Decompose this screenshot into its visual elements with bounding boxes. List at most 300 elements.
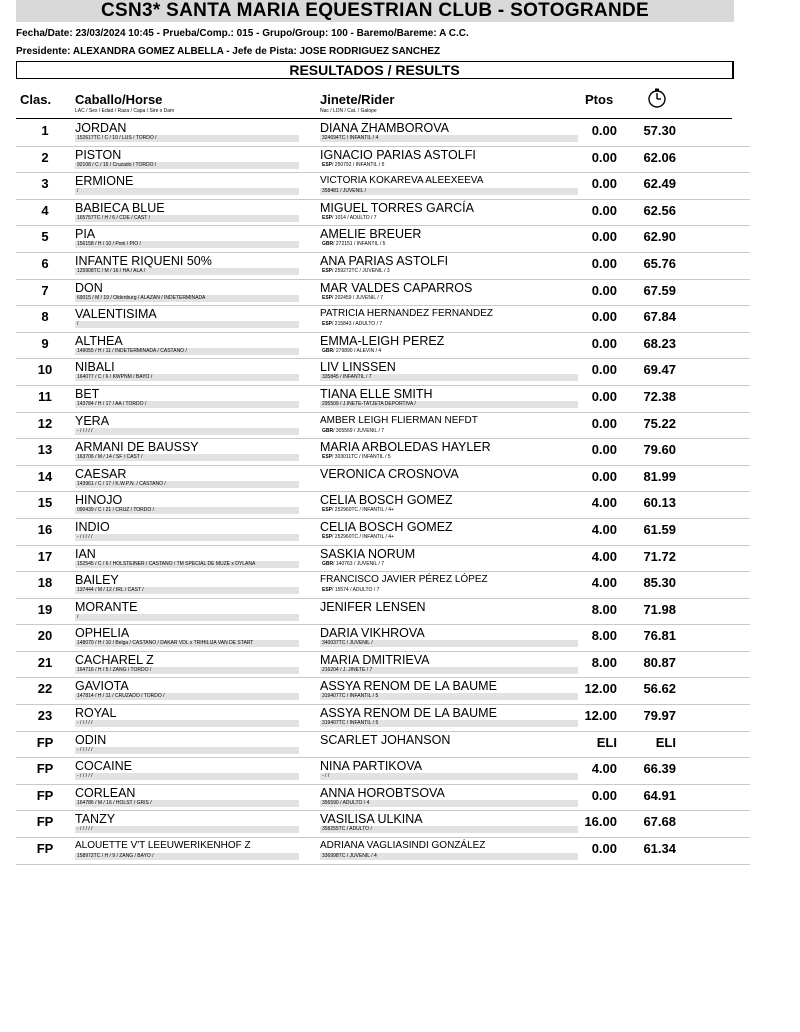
rider-details <box>320 507 578 514</box>
rank: FP <box>36 814 54 830</box>
table-row <box>16 492 750 519</box>
horse-details: 152545 / C / 6 / HOLSTEINER / CASTAÑO / TM SPECIAL DE MUZE x DYLANA <box>75 561 299 568</box>
clock-icon <box>647 88 667 108</box>
horse-details: 143961 / C / 17 / K.W.P.N. / CASTAÑO / <box>75 481 299 488</box>
rider-details <box>320 587 578 594</box>
horse-cell <box>75 414 299 435</box>
time: 85.30 <box>643 575 676 591</box>
points: 0.00 <box>591 202 617 218</box>
time: 67.68 <box>643 814 676 830</box>
rank: 16 <box>37 521 53 537</box>
col-subheader-horse: LAC / Sex / Edad / Raza / Capa / Sire x Dam <box>75 108 175 114</box>
rider-license: / 202459 / JUVENIL / 7 <box>332 294 383 301</box>
rider-name: MAR VALDES CAPARROS <box>320 280 473 295</box>
rider-license: / 1014 / ADULTO / 7 <box>332 214 377 221</box>
points: 0.00 <box>591 309 617 325</box>
table-row <box>16 226 750 253</box>
rider-details <box>320 135 578 142</box>
horse-details: - / / / / / <box>75 534 299 541</box>
rider-details <box>320 454 578 461</box>
horse-name: YERA <box>75 413 110 428</box>
rider-name: ANNA HOROBTSOVA <box>320 785 445 800</box>
time: 65.76 <box>643 255 676 271</box>
time: 81.99 <box>643 468 676 484</box>
table-row <box>16 333 750 360</box>
rider-cell <box>320 547 578 568</box>
col-header-rider: Jinete/Rider <box>320 92 395 107</box>
horse-details: 163706 / M / 14 / SF / CAST / <box>75 454 299 461</box>
rider-license: 336998TC / JUVENIL / 4 <box>322 853 377 860</box>
horse-cell <box>75 786 299 807</box>
rider-license: / 272151 / INFANTIL / 5 <box>333 241 386 248</box>
rider-nation: ESP <box>322 507 333 514</box>
rider-nation: ESP <box>322 533 333 540</box>
horse-details: 164716 / H / 5 / ZANG / TORDO / <box>75 667 299 674</box>
horse-cell <box>75 839 299 860</box>
rider-license: 319407TC / INFANTIL / 5 <box>322 693 379 700</box>
horse-details: 164077 / C / 6 / KWPNM / BAYO / <box>75 374 299 381</box>
rider-details <box>320 321 578 328</box>
rider-cell <box>320 387 578 408</box>
rank: 23 <box>37 708 53 724</box>
horse-name: MORANTE <box>75 599 138 614</box>
rider-details <box>320 693 578 700</box>
rank: FP <box>36 787 54 803</box>
competition-info: Fecha/Date: 23/03/2024 10:45 - Prueba/Comp.: 015 - Grupo/Group: 100 - Baremo/Bareme: A C.C. <box>16 28 469 39</box>
horse-cell <box>75 174 299 195</box>
rider-license: / 15574 / ADULTO / 7 <box>332 587 380 594</box>
rider-name: MARIA ARBOLEDAS HAYLER <box>320 440 491 455</box>
rider-name: ADRIANA VAGLIASINDI GONZÁLEZ <box>320 840 486 852</box>
horse-name: BABIECA BLUE <box>75 200 165 215</box>
time: 75.22 <box>643 415 676 431</box>
rider-cell <box>320 121 578 142</box>
horse-name: BAILEY <box>75 573 119 588</box>
horse-cell <box>75 600 299 621</box>
table-row <box>16 625 750 652</box>
rider-license: / 252960TC / INFANTIL / 4+ <box>332 533 394 540</box>
points: 8.00 <box>591 628 617 644</box>
time: 57.30 <box>643 123 676 138</box>
rider-details <box>320 853 578 860</box>
rider-nation: ESP <box>322 267 333 274</box>
table-row <box>16 280 750 307</box>
horse-details: 090439 / C / 21 / CRUZ / TORDO / <box>75 507 299 514</box>
rider-license: / 140763 / JUVENIL / 7 <box>333 560 385 567</box>
rider-license: 356590 / ADULTO / 4 <box>322 799 370 806</box>
col-subheader-rider: Nac / LDN / Cat. / Galope <box>320 108 377 114</box>
horse-cell <box>75 733 299 754</box>
results-table <box>0 120 800 865</box>
time: 62.06 <box>643 149 676 165</box>
rider-cell <box>320 440 578 461</box>
rider-cell <box>320 679 578 700</box>
rank: 6 <box>41 255 49 271</box>
horse-cell <box>75 812 299 833</box>
horse-cell <box>75 387 299 408</box>
rank: 21 <box>37 654 53 670</box>
rider-name: VERONICA CROSNOVA <box>320 466 459 481</box>
horse-details: 69015 / M / 19 / Oldenburg / ALAZÁN / INDETERMINADA <box>75 295 299 302</box>
rider-name: IGNACIO PARIAS ASTOLFI <box>320 147 476 162</box>
horse-details: 92108 / C / 15 / Cruzado / TORDO / <box>75 162 299 169</box>
rider-name: MIGUEL TORRES GARCÍA <box>320 200 474 215</box>
points: 4.00 <box>591 761 617 777</box>
horse-details: 143784 / H / 17 / AA / TORDO / <box>75 401 299 408</box>
table-row <box>16 253 750 280</box>
points: 8.00 <box>591 654 617 670</box>
rider-nation: GBR <box>322 347 334 354</box>
results-heading: RESULTADOS / RESULTS <box>16 61 734 79</box>
time: 80.87 <box>643 654 676 670</box>
horse-details: / <box>75 614 299 621</box>
horse-name: CAESAR <box>75 466 127 481</box>
rider-details <box>320 773 578 780</box>
rank: 1 <box>41 123 49 138</box>
rank: 14 <box>37 468 53 484</box>
table-row <box>16 732 750 759</box>
rider-name: JENIFER LENSEN <box>320 599 426 614</box>
rider-cell <box>320 227 578 248</box>
rank: 7 <box>41 282 49 298</box>
rider-nation: ESP <box>322 161 333 168</box>
rider-cell <box>320 812 578 833</box>
horse-cell <box>75 281 299 302</box>
points: 0.00 <box>591 787 617 803</box>
rider-name: AMELIE BREUER <box>320 227 422 242</box>
rider-name: NINA PARTIKOVA <box>320 759 423 774</box>
rider-name: CELIA BOSCH GOMEZ <box>320 519 453 534</box>
points: 12.00 <box>584 681 617 697</box>
horse-name: VALENTISIMA <box>75 307 157 322</box>
rider-details <box>320 374 578 381</box>
points: 0.00 <box>591 282 617 298</box>
horse-details: / <box>75 188 299 195</box>
rider-license: / 305569 / JUVENIL / 7 <box>333 427 385 434</box>
time: 67.59 <box>643 282 676 298</box>
horse-name: BET <box>75 386 100 401</box>
rank: FP <box>36 761 54 777</box>
rank: FP <box>36 841 54 857</box>
horse-cell <box>75 520 299 541</box>
horse-name: CACHAREL Z <box>75 652 154 667</box>
rank: 8 <box>41 309 49 325</box>
rider-nation: GBR <box>322 427 334 434</box>
time: 61.59 <box>643 521 676 537</box>
horse-cell <box>75 467 299 488</box>
rider-cell <box>320 839 578 860</box>
time: 62.90 <box>643 229 676 245</box>
rank: 9 <box>41 335 49 351</box>
rider-details <box>320 241 578 248</box>
rider-cell <box>320 334 578 355</box>
time: 66.39 <box>643 761 676 777</box>
points: 0.00 <box>591 149 617 165</box>
table-row <box>16 758 750 785</box>
horse-name: IAN <box>75 546 96 561</box>
table-row <box>16 599 750 626</box>
rank: 18 <box>37 575 53 591</box>
rider-cell <box>320 600 578 614</box>
rider-name: MARIA DMITRIEVA <box>320 652 430 667</box>
rider-details <box>320 188 578 195</box>
horse-cell <box>75 493 299 514</box>
rider-cell <box>320 733 578 747</box>
table-row <box>16 439 750 466</box>
page-title: CSN3* SANTA MARIA EQUESTRIAN CLUB - SOTOGRANDE <box>16 0 734 22</box>
rank: 12 <box>37 415 53 431</box>
horse-details: - / / / / / <box>75 720 299 727</box>
table-row <box>16 200 750 227</box>
rank: 4 <box>41 202 49 218</box>
time: 71.98 <box>643 601 676 617</box>
rider-details <box>320 561 578 568</box>
horse-name: ARMANI DE BAUSSY <box>75 440 199 455</box>
points: 0.00 <box>591 335 617 351</box>
rider-cell <box>320 254 578 275</box>
horse-cell <box>75 706 299 727</box>
time: 69.47 <box>643 362 676 378</box>
horse-cell <box>75 201 299 222</box>
horse-cell <box>75 547 299 568</box>
points: ELI <box>596 734 617 750</box>
rider-cell <box>320 307 578 328</box>
rank: 20 <box>37 628 53 644</box>
rider-details <box>320 667 578 674</box>
rank: FP <box>36 734 54 750</box>
rider-license: 335845 / INFANTIL / 7 <box>322 374 372 381</box>
horse-details: 164786 / M / 16 / HOLST / GRIS / <box>75 800 299 807</box>
rider-license: 295509 / J.INETE-TATJETA DEPORTIVA / <box>322 400 416 407</box>
rider-nation: GBR <box>322 560 334 567</box>
horse-cell <box>75 307 299 328</box>
col-header-clas: Clas. <box>20 92 52 107</box>
rider-nation: GBR <box>322 241 334 248</box>
horse-name: COCAINE <box>75 759 132 774</box>
time: 68.23 <box>643 335 676 351</box>
rider-license: / 252960TC / INFANTIL / 4+ <box>332 507 394 514</box>
horse-details: - / / / / / <box>75 826 299 833</box>
horse-details: 147814 / H / 11 / CRUZADO / TORDO / <box>75 693 299 700</box>
rider-name: ASSYA RENOM DE LA BAUME <box>320 679 497 694</box>
time: 60.13 <box>643 495 676 511</box>
horse-details: 152617TC / C / 10 / LUS / TORDO / <box>75 135 299 142</box>
rider-cell <box>320 281 578 302</box>
rider-nation: ESP <box>322 454 333 461</box>
horse-details: 137444 / M / 12 / IRL / CAST / <box>75 587 299 594</box>
rider-cell <box>320 520 578 541</box>
rider-name: AMBER LEIGH FLIERMAN NEFDT <box>320 414 478 426</box>
rank: 13 <box>37 442 53 458</box>
points: 12.00 <box>584 708 617 724</box>
time: 67.84 <box>643 309 676 325</box>
rank: 2 <box>41 149 49 165</box>
time: 56.62 <box>643 681 676 697</box>
rider-details <box>320 215 578 222</box>
rider-details <box>320 640 578 647</box>
points: 4.00 <box>591 495 617 511</box>
horse-name: TANZY <box>75 812 116 827</box>
rider-details <box>320 348 578 355</box>
rider-license: 340037TC / JUVENIL / <box>322 640 373 647</box>
rider-details <box>320 826 578 833</box>
horse-cell <box>75 254 299 275</box>
horse-details: 149055 / H / 11 / INDETERMINADA / CASTAÑO / <box>75 348 299 355</box>
horse-name: NIBALI <box>75 360 115 375</box>
points: 4.00 <box>591 548 617 564</box>
horse-details: 158972TC / H / 9 / ZANG / BAYO / <box>75 853 299 860</box>
horse-details: 156158 / H / 10 / Poni / PIO / <box>75 241 299 248</box>
rider-details <box>320 401 578 408</box>
rider-cell <box>320 653 578 674</box>
rider-details <box>320 268 578 275</box>
rider-cell <box>320 360 578 381</box>
horse-cell <box>75 148 299 169</box>
rider-name: LIV LINSSEN <box>320 360 396 375</box>
rank: 22 <box>37 681 53 697</box>
table-row <box>16 572 750 599</box>
rider-name: DARIA VIKHROVA <box>320 626 425 641</box>
points: 0.00 <box>591 841 617 857</box>
rider-name: FRANCISCO JAVIER PÉREZ LÓPEZ <box>320 574 488 586</box>
time: 62.56 <box>643 202 676 218</box>
horse-cell <box>75 653 299 674</box>
horse-name: PISTON <box>75 147 122 162</box>
points: 0.00 <box>591 362 617 378</box>
table-row <box>16 466 750 493</box>
rider-license: / 215843 / ADULTO / 7 <box>332 321 383 328</box>
rider-name: CELIA BOSCH GOMEZ <box>320 493 453 508</box>
time: 79.60 <box>643 442 676 458</box>
table-row <box>16 386 750 413</box>
points: 0.00 <box>591 442 617 458</box>
rider-license: 324694TC / INFANTIL / 4 <box>322 135 379 141</box>
rider-name: VICTORIA KOKAREVA ALEEXEEVA <box>320 175 484 187</box>
rank: 15 <box>37 495 53 511</box>
rider-license: / 259272TC / JUVENIL / 3 <box>332 267 390 274</box>
rider-cell <box>320 467 578 481</box>
rider-license: / 250792 / INFANTIL / 5 <box>332 161 385 168</box>
points: 0.00 <box>591 468 617 484</box>
rider-name: SCARLET JOHANSON <box>320 732 451 747</box>
points: 4.00 <box>591 521 617 537</box>
horse-name: PIA <box>75 227 96 242</box>
horse-name: JORDAN <box>75 121 127 135</box>
table-row <box>16 811 750 838</box>
time: 62.49 <box>643 176 676 192</box>
horse-name: HINOJO <box>75 493 123 508</box>
table-row <box>16 359 750 386</box>
rank: 3 <box>41 176 49 192</box>
rider-name: SASKIA NORUM <box>320 546 416 561</box>
horse-details: - / / / / / <box>75 428 299 435</box>
rank: 10 <box>37 362 53 378</box>
rider-name: DIANA ZHAMBOROVA <box>320 121 449 135</box>
rider-details <box>320 295 578 302</box>
horse-cell <box>75 121 299 142</box>
table-row <box>16 413 750 440</box>
horse-name: ODIN <box>75 732 107 747</box>
horse-name: OPHELIA <box>75 626 130 641</box>
header-divider <box>16 118 732 119</box>
horse-name: DON <box>75 280 103 295</box>
rider-license: 319407TC / INFANTIL / 5 <box>322 720 379 727</box>
horse-details: 125908TC / M / 16 / HA / ALA / <box>75 268 299 275</box>
table-row <box>16 519 750 546</box>
time: 79.97 <box>643 708 676 724</box>
rider-details <box>320 800 578 807</box>
horse-cell <box>75 759 299 780</box>
time: 71.72 <box>643 548 676 564</box>
points: 4.00 <box>591 575 617 591</box>
horse-name: CORLEAN <box>75 785 136 800</box>
rank: 11 <box>38 388 52 404</box>
horse-cell <box>75 626 299 647</box>
table-row <box>16 678 750 705</box>
rider-cell <box>320 174 578 195</box>
rider-license: 358255TC / ADULTO / <box>322 826 372 833</box>
horse-name: ALTHEA <box>75 333 123 348</box>
horse-cell <box>75 334 299 355</box>
rider-details <box>320 428 578 435</box>
rider-name: TIANA ELLE SMITH <box>320 386 433 401</box>
points: 0.00 <box>591 229 617 245</box>
col-header-ptos: Ptos <box>585 92 614 107</box>
horse-name: INDIO <box>75 519 110 534</box>
table-row <box>16 173 750 200</box>
horse-name: ERMIONE <box>75 174 134 189</box>
horse-cell <box>75 227 299 248</box>
rider-license: - / / <box>322 773 330 780</box>
table-row <box>16 785 750 812</box>
time: 72.38 <box>643 388 676 404</box>
table-row <box>16 652 750 679</box>
points: 0.00 <box>591 388 617 404</box>
rider-cell <box>320 414 578 435</box>
horse-name: GAVIOTA <box>75 679 129 694</box>
rider-cell <box>320 493 578 514</box>
points: 0.00 <box>591 176 617 192</box>
time: 64.91 <box>643 787 676 803</box>
time: 61.34 <box>643 841 676 857</box>
horse-details: - / / / / / <box>75 773 299 780</box>
rider-name: VASILISA ULKINA <box>320 812 423 827</box>
horse-name: ALOUETTE V'T LEEUWERIKENHOF Z <box>75 840 251 852</box>
rider-license: / 279890 / ALEVIN / 4 <box>333 347 382 354</box>
table-row <box>16 147 750 174</box>
rider-cell <box>320 148 578 169</box>
horse-details: / <box>75 321 299 328</box>
horse-cell <box>75 440 299 461</box>
horse-cell <box>75 573 299 594</box>
horse-details: - / / / / / <box>75 747 299 754</box>
rider-license: / 303011TC / INFANTIL / 5 <box>332 454 391 461</box>
rider-nation: ESP <box>322 214 333 221</box>
time: 76.81 <box>643 628 676 644</box>
rider-details <box>320 720 578 727</box>
table-row <box>16 838 750 865</box>
horse-name: ROYAL <box>75 706 117 721</box>
rider-name: ANA PARIAS ASTOLFI <box>320 253 449 268</box>
points: 0.00 <box>591 255 617 271</box>
officials-info: Presidente: ALEXANDRA GOMEZ ALBELLA - Jefe de Pista: JOSE RODRIGUEZ SANCHEZ <box>16 46 441 57</box>
rank: 5 <box>41 229 49 245</box>
rider-cell <box>320 573 578 594</box>
rider-name: ASSYA RENOM DE LA BAUME <box>320 706 497 721</box>
table-row <box>16 120 750 147</box>
points: 8.00 <box>591 601 617 617</box>
rider-name: PATRICIA HERNANDEZ FERNANDEZ <box>320 308 493 320</box>
